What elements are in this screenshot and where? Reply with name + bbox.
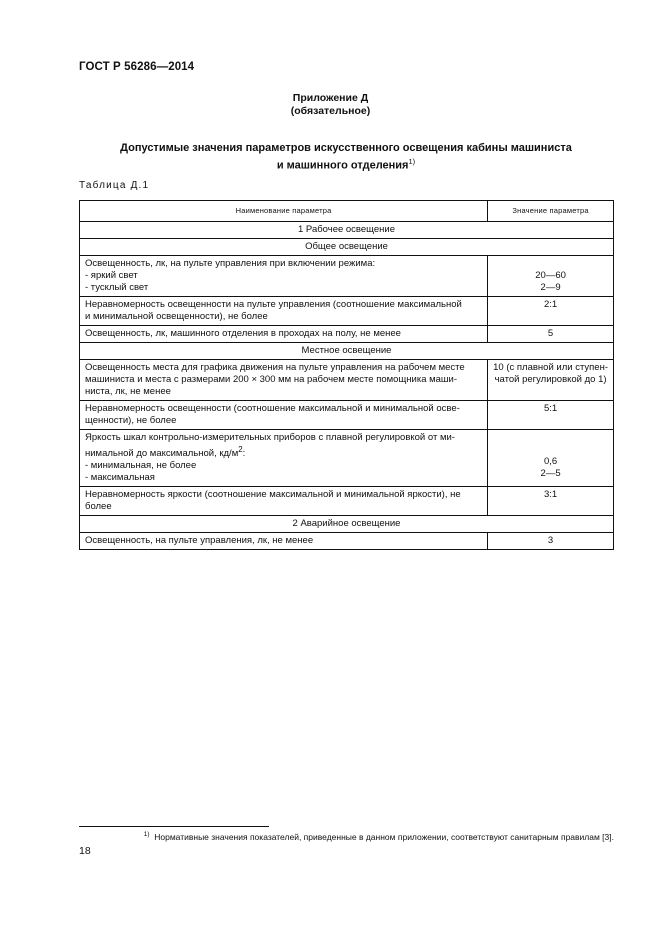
value-line: чатой регулировкой до 1): [494, 374, 607, 385]
table-row: [80, 326, 614, 343]
parameter-line: Яркость шкал контрольно-измерительных приборов с плавной регулировкой от ми-: [85, 432, 455, 443]
section-row: [80, 516, 614, 533]
value-line: 3: [547, 535, 554, 547]
table-row: [80, 360, 614, 401]
parameter-line: и минимальной освещенности), не более: [85, 311, 268, 322]
footnote: [79, 829, 614, 843]
section-working-lighting: 1 Рабочее освещение: [80, 222, 614, 239]
value-cell: [488, 326, 614, 343]
parameter-line: машиниста и места с размерами 200 × 300 мм на рабочем месте помощника маши-: [85, 374, 458, 385]
title-line-2: [60, 155, 632, 173]
parameter-line: Освещенность, на пульте управления, лк, не менее: [85, 535, 314, 547]
section-emergency-lighting: 2 Аварийное освещение: [80, 516, 614, 533]
parameter-cell: [80, 360, 488, 401]
parameter-line: щенности), не более: [85, 415, 177, 426]
footnote-divider: [79, 826, 269, 827]
value-cell: [488, 256, 614, 297]
footnote-mark: 1): [143, 831, 150, 838]
value-cell: [488, 360, 614, 401]
table-caption: Таблица Д.1: [79, 180, 150, 191]
appendix-heading: [0, 92, 661, 118]
value-cell: [488, 430, 614, 487]
appendix-label: Приложение Д: [292, 92, 369, 104]
value-cell: [488, 297, 614, 326]
appendix-title: [60, 141, 632, 173]
parameter-line-suffix: :: [242, 448, 246, 460]
parameter-cell: [80, 401, 488, 430]
appendix-status: (обязательное): [290, 105, 371, 117]
footnote-text: Нормативные значения показателей, приведенные в данном приложении, соответствуют санитарным правилам [3].: [154, 831, 614, 842]
unit-exponent: 2: [238, 445, 243, 454]
parameter-line: Неравномерность яркости (соотношение максимальной и минимальной яркости), не более: [85, 489, 461, 513]
document-id: ГОСТ Р 56286—2014: [79, 61, 195, 73]
parameter-cell: [80, 326, 488, 343]
parameter-line: Неравномерность освещенности на пульте управления (соотношение максимальной: [85, 299, 462, 310]
table-row: [80, 256, 614, 297]
value-line: 2—5: [540, 468, 561, 479]
parameter-line: - тусклый свет: [85, 282, 149, 293]
value-line: 5:1: [543, 403, 558, 414]
parameter-line: Освещенность, лк, на пульте управления при включении режима:: [85, 258, 376, 269]
parameter-line: - яркий свет: [85, 270, 138, 281]
parameter-line-text: нимальной до максимальной, кд/м: [85, 448, 239, 460]
section-row: [80, 222, 614, 239]
parameter-cell: [80, 487, 488, 516]
section-row: [80, 343, 614, 360]
parameter-line: - максимальная: [85, 472, 155, 484]
table-row: [80, 533, 614, 550]
value-cell: [488, 401, 614, 430]
table-row: [80, 487, 614, 516]
value-line: 0,6: [543, 456, 558, 467]
value-cell: [488, 487, 614, 516]
col-header-value: Значение параметра: [488, 201, 614, 222]
parameters-table: [79, 200, 614, 550]
parameter-line: Неравномерность освещенности (соотношение максимальной и минимальной осве-: [85, 403, 460, 414]
value-line: 2:1: [543, 299, 558, 310]
value-line: 3:1: [543, 489, 558, 501]
value-line: 2—9: [540, 282, 561, 293]
parameter-cell: [80, 430, 488, 487]
table-row: [80, 401, 614, 430]
title-line-1: Допустимые значения параметров искусственного освещения кабины машиниста: [120, 142, 572, 154]
table-row: [80, 297, 614, 326]
section-local-lighting: Местное освещение: [80, 343, 614, 360]
parameter-line: Освещенность, лк, машинного отделения в проходах на полу, не менее: [85, 328, 401, 339]
section-general-lighting: Общее освещение: [80, 239, 614, 256]
value-cell: [488, 533, 614, 550]
parameter-cell: [80, 256, 488, 297]
value-line: 5: [547, 328, 554, 339]
value-line: 20—60: [535, 270, 566, 281]
parameter-cell: [80, 297, 488, 326]
title-footnote-mark: 1): [408, 157, 416, 166]
table-header-row: [80, 201, 614, 222]
col-header-parameter: Наименование параметра: [80, 201, 488, 222]
parameter-line: - минимальная, не более: [85, 460, 197, 472]
parameter-line: ниста, лк, не менее: [85, 386, 171, 397]
section-row: [80, 239, 614, 256]
parameter-line: [85, 444, 482, 460]
table-row: [80, 430, 614, 487]
value-line: 10 (с плавной или ступен-: [493, 362, 608, 373]
parameter-line: Освещенность места для графика движения на пульте управления на рабочем месте: [85, 362, 465, 373]
parameter-cell: [80, 533, 488, 550]
page-number: 18: [79, 845, 91, 857]
title-line-2-text: и машинного отделения: [276, 159, 409, 172]
